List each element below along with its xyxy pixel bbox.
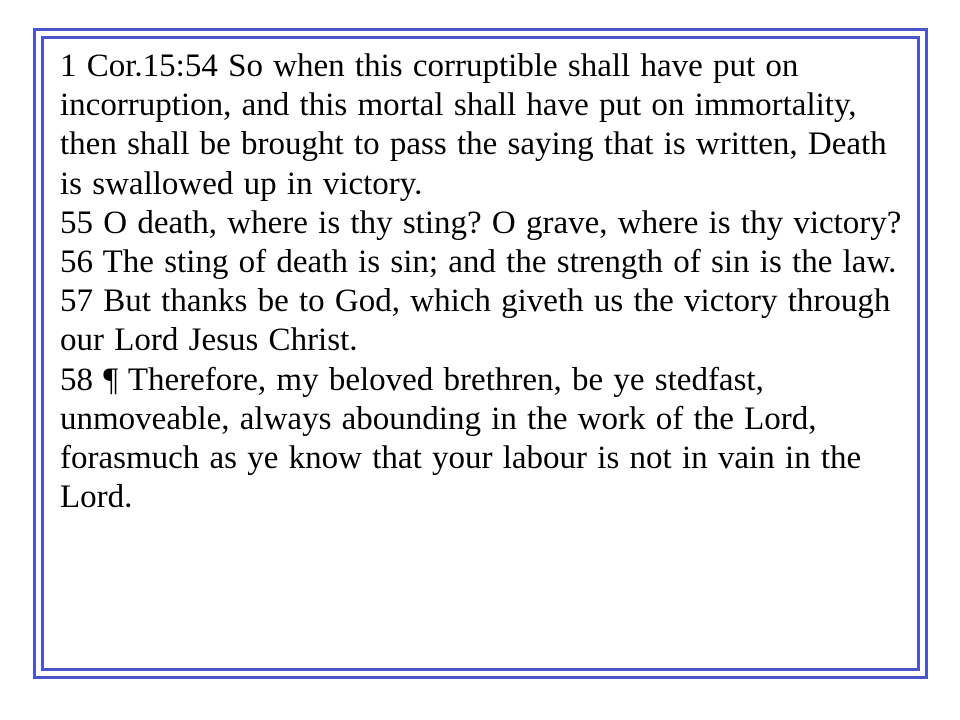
verse-54: 1 Cor.15:54 So when this corruptible shall have put on incorruption, and this mortal shall have put on immortality, then shall be brought to pass the saying that is written, Death is swallowed up in victory. xyxy=(60,48,887,202)
verse-57: 57 But thanks be to God, which giveth us the victory through our Lord Jesus Christ. xyxy=(60,283,891,359)
scripture-frame-inner xyxy=(41,36,920,671)
verse-56: 56 The sting of death is sin; and the strength of sin is the law. xyxy=(60,244,897,281)
verse-55: 55 O death, where is thy sting? O grave, where is thy victory? xyxy=(60,204,902,241)
scripture-passage xyxy=(60,47,903,517)
scripture-frame xyxy=(33,28,928,679)
verse-58: 58 ¶ Therefore, my beloved brethren, be ye stedfast, unmoveable, always abounding in the work of the Lord, forasmuch as ye know that your labour is not in vain in the Lord. xyxy=(60,361,862,516)
